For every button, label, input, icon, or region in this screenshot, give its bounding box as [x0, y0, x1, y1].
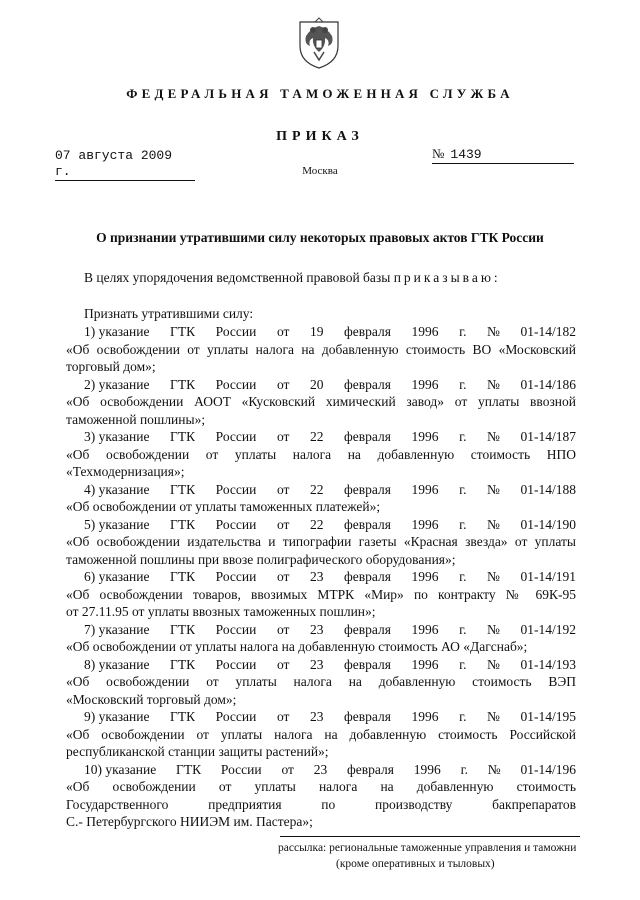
list-item-header — [66, 323, 576, 341]
header-word: 1996 — [411, 481, 439, 497]
header-word: 1996 — [411, 376, 439, 392]
header-word: России — [215, 569, 257, 584]
header-word: ГТК — [170, 709, 196, 724]
list-item-line: «Об освобождении от уплаты налога на добавленную стоимость — [66, 779, 576, 794]
list-item-line: «Об освобождении от уплаты налога на добавленную стоимость АО «Дагснаб»; — [66, 639, 528, 654]
header-word: России — [215, 516, 257, 532]
list-item — [66, 376, 576, 429]
header-word: февраля — [344, 481, 391, 497]
header-word: ГТК — [170, 429, 196, 444]
list-item-line: «Об освобождении от уплаты налога на добавленную стоимость НПО — [66, 446, 576, 462]
header-word: от — [281, 761, 294, 777]
list-item-header — [66, 656, 576, 674]
list-item-header — [66, 568, 576, 586]
preamble — [84, 270, 501, 286]
header-word: 1996 — [411, 709, 439, 724]
header-word: г. — [459, 709, 467, 724]
list-item-line: «Об освобождении от уплаты налога на добавленную стоимость ВЭП — [66, 674, 576, 689]
header-word: от — [276, 481, 290, 497]
document-type: ПРИКАЗ — [276, 129, 364, 144]
list-item-line: «Об освобождении товаров, ввозимых МТРК «Мир» по контракту № 69К-95 — [66, 586, 576, 602]
header-word: февраля — [344, 429, 391, 444]
header-word: 4) указание — [84, 481, 150, 497]
header-word: 01-14/186 — [520, 376, 576, 392]
header-word: 6) указание — [84, 569, 150, 584]
header-word: февраля — [344, 656, 391, 672]
city: Москва — [302, 165, 338, 177]
header-word: от — [276, 569, 290, 584]
list-item-header — [66, 481, 576, 499]
list-item-line: «Об освобождении издательства и типографии газеты «Красная звезда» от уплаты — [66, 534, 576, 549]
header-word: России — [215, 324, 257, 339]
header-word: России — [215, 621, 257, 637]
header-word: февраля — [347, 761, 394, 777]
header-word: 01-14/196 — [520, 761, 576, 777]
header-word: г. — [459, 324, 467, 339]
header-word: 01-14/182 — [520, 324, 576, 339]
distribution-note — [278, 840, 608, 872]
header-word: 8) указание — [84, 656, 150, 672]
header-word: № — [487, 324, 500, 339]
header-word: от — [276, 429, 290, 444]
header-word: 1) указание — [84, 324, 150, 339]
header-word: 01-14/195 — [520, 709, 576, 724]
header-word: 01-14/190 — [520, 516, 576, 532]
header-word: 23 — [309, 621, 324, 637]
header-word: России — [220, 761, 262, 777]
header-word: № — [487, 376, 500, 392]
header-word: ГТК — [170, 376, 196, 392]
list-item-line: С.- Петербургского НИИЭМ им. Пастера»; — [66, 814, 313, 829]
header-word: ГТК — [170, 481, 196, 497]
list-item — [66, 761, 576, 831]
header-word: 2) указание — [84, 376, 150, 392]
list-item — [66, 708, 576, 761]
list-item-line: «Об освобождении от уплаты таможенных платежей»; — [66, 499, 381, 514]
list-item-line: торговый дом»; — [66, 359, 156, 374]
header-word: 23 — [313, 761, 328, 777]
list-item-line: таможенной пошлины при ввозе полиграфического оборудования»; — [66, 551, 456, 567]
order-date: 07 августа 2009 г. — [55, 148, 195, 181]
header-word: 1996 — [411, 429, 439, 444]
header-word: России — [215, 481, 257, 497]
header-word: № — [487, 569, 500, 584]
header-word: 22 — [309, 481, 324, 497]
header-word: 19 — [309, 324, 324, 339]
header-word: 1996 — [411, 516, 439, 532]
list-item-line: «Об освобождении АООТ «Кусковский химический завод» от уплаты ввозной — [66, 394, 576, 409]
header-word: 3) указание — [84, 429, 150, 444]
header-word: г. — [459, 516, 467, 532]
list-item-line: «Техмодернизация»; — [66, 464, 185, 479]
header-word: 01-14/193 — [520, 656, 576, 672]
header-word: от — [276, 376, 290, 392]
list-item-header — [66, 376, 576, 394]
order-word: приказываю: — [393, 270, 501, 285]
order-subject: О признании утратившими силу некоторых правовых актов ГТК России — [96, 230, 544, 245]
header-word: 1996 — [411, 324, 439, 339]
header-word: 23 — [309, 709, 324, 724]
header-word: от — [276, 709, 290, 724]
header-word: 1996 — [411, 621, 439, 637]
header-word: 01-14/192 — [520, 621, 576, 637]
list-item-line: республиканской станции защиты растений»; — [66, 744, 329, 759]
distribution-line-1: рассылка: региональные таможенные управления и таможни — [278, 842, 577, 854]
header-word: ГТК — [170, 621, 196, 637]
header-word: ГТК — [170, 324, 196, 339]
list-item-line: «Московский торговый дом»; — [66, 691, 237, 707]
list-item-header — [66, 761, 576, 779]
header-word: ГТК — [176, 761, 202, 777]
list-item-line: таможенной пошлины»; — [66, 411, 206, 427]
header-word: № — [487, 429, 500, 444]
header-word: от — [276, 621, 290, 637]
number-value: 1439 — [450, 147, 482, 162]
header-word: ГТК — [170, 516, 196, 532]
list-item — [66, 323, 576, 376]
header-word: г. — [459, 569, 467, 584]
header-word: 01-14/187 — [520, 429, 576, 444]
list-item-header — [66, 708, 576, 726]
header-word: России — [215, 376, 257, 392]
list-item-line: от 27.11.95 от уплаты ввозных таможенных пошлин»; — [66, 604, 376, 619]
header-word: 23 — [309, 569, 324, 584]
list-item-header — [66, 621, 576, 639]
header-word: 22 — [309, 429, 324, 444]
header-word: 01-14/191 — [520, 569, 576, 584]
list-item-header — [66, 428, 576, 446]
header-word: 23 — [309, 656, 324, 672]
list-item — [66, 428, 576, 481]
header-word: г. — [460, 761, 468, 777]
header-word: России — [215, 709, 257, 724]
header-word: февраля — [344, 709, 391, 724]
header-word: февраля — [344, 324, 391, 339]
header-word: 5) указание — [84, 516, 150, 532]
header-word: ГТК — [170, 569, 196, 584]
header-word: 1996 — [413, 761, 441, 777]
header-word: г. — [459, 656, 467, 672]
list-item-line: Государственного предприятия по производству бакпрепаратов — [66, 796, 576, 812]
distribution-line-2: (кроме оперативных и тыловых) — [336, 858, 495, 870]
header-word: № — [487, 621, 500, 637]
header-word: России — [215, 656, 257, 672]
header-word: № — [487, 481, 500, 497]
header-word: февраля — [344, 621, 391, 637]
header-word: от — [276, 324, 290, 339]
header-word: от — [276, 656, 290, 672]
header-word: 9) указание — [84, 709, 150, 724]
agency-title: ФЕДЕРАЛЬНАЯ ТАМОЖЕННАЯ СЛУЖБА — [126, 86, 514, 101]
header-word: февраля — [344, 569, 391, 584]
header-word: февраля — [344, 376, 391, 392]
order-number — [432, 146, 574, 164]
header-word: г. — [459, 621, 467, 637]
header-word: ГТК — [170, 656, 196, 672]
list-item — [66, 568, 576, 621]
header-word: 01-14/188 — [520, 481, 576, 497]
header-word: г. — [459, 481, 467, 497]
list-item-line: «Об освобождении от уплаты налога на добавленную стоимость ВО «Московский — [66, 341, 576, 357]
header-word: февраля — [344, 516, 391, 532]
header-word: № — [487, 656, 500, 672]
header-word: 7) указание — [84, 621, 150, 637]
list-item — [66, 621, 576, 656]
list-item-header — [66, 516, 576, 534]
footer-divider — [280, 836, 580, 837]
intro-text: Признать утратившими силу: — [84, 306, 254, 321]
number-sign: № — [432, 146, 445, 161]
header-word: 10) указание — [84, 761, 157, 777]
header-word: № — [487, 709, 500, 724]
header-word: 20 — [309, 376, 324, 392]
repealed-acts-list — [66, 323, 576, 831]
header-word: г. — [459, 429, 467, 444]
preamble-text: В целях упорядочения ведомственной правовой базы — [84, 270, 391, 285]
header-word: России — [215, 429, 257, 444]
header-word: от — [276, 516, 290, 532]
header-word: г. — [459, 376, 467, 392]
header-word: 1996 — [411, 656, 439, 672]
list-item — [66, 516, 576, 569]
header-word: 22 — [309, 516, 324, 532]
list-item — [66, 656, 576, 709]
header-word: № — [487, 761, 501, 777]
header-word: № — [487, 516, 500, 532]
list-item-line: «Об освобождении от уплаты налога на добавленную стоимость Российской — [66, 726, 576, 742]
russian-coat-of-arms-icon — [296, 16, 342, 70]
header-word: 1996 — [411, 569, 439, 584]
list-item — [66, 481, 576, 516]
